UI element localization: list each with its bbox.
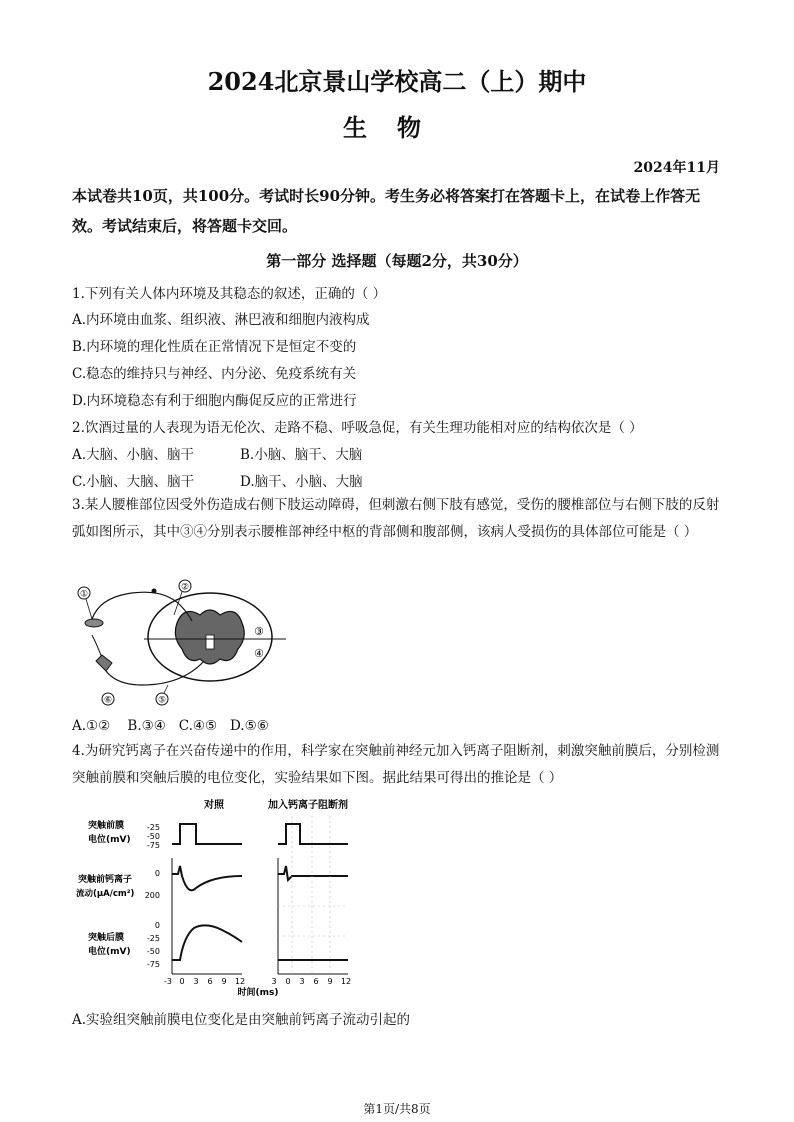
control-presynaptic-trace xyxy=(172,824,242,844)
row3-label-line1: 突触后膜 xyxy=(88,933,125,943)
exam-instructions: 本试卷共10页，共100分。考试时长90分钟。考生务必将答案打在答题卡上，在试卷上作答无效。考试结束后，将答题卡交回。 xyxy=(72,187,701,235)
row2-tick-1: 0 xyxy=(154,869,160,878)
row3-tick-3: -50 xyxy=(146,947,160,956)
question-1-option-c: C.稳态的维持只与神经、内分泌、免疫系统有关 xyxy=(72,366,357,382)
row3-tick-1: 0 xyxy=(154,921,160,930)
exam-date: 2024年11月 xyxy=(633,160,720,176)
x-tick-b5: 9 xyxy=(327,977,333,986)
row2-label-line1: 突触前钙离子 xyxy=(78,875,133,885)
x-tick-b6: 12 xyxy=(340,977,352,986)
question-1-option-d: D.内环境稳态有利于细胞内酶促反应的正常进行 xyxy=(72,393,357,409)
x-tick-c5: 9 xyxy=(221,977,227,986)
x-axis-label: 时间(ms) xyxy=(237,988,279,996)
label-1: ① xyxy=(79,589,89,600)
subject-title: 生物 xyxy=(343,113,451,142)
x-tick-c2: 0 xyxy=(179,977,185,986)
row1-label-line2: 电位(mV) xyxy=(88,835,131,845)
row2-label-line2: 流动(μA/cm²) xyxy=(76,889,135,899)
x-tick-b1: 3 xyxy=(271,977,277,986)
reflex-arc-figure xyxy=(72,575,292,710)
calcium-blocker-figure xyxy=(72,796,362,996)
question-1-stem: 1.下列有关人体内环境及其稳态的叙述，正确的（ ） xyxy=(72,286,387,302)
row3-tick-2: -25 xyxy=(146,934,160,943)
question-3-options xyxy=(72,718,269,734)
section-heading: 第一部分 选择题（每题2分，共30分） xyxy=(266,252,528,270)
question-2-option-b: B.小脑、脑干、大脑 xyxy=(240,447,363,463)
row1-tick-1: -25 xyxy=(146,823,160,832)
label-3: ③ xyxy=(254,625,264,638)
question-2-stem: 2.饮酒过量的人表现为语无伦次、走路不稳、呼吸急促，有关生理功能相对应的结构依次是（ ） xyxy=(72,420,643,436)
col-blocker-label: 加入钙离子阻断剂 xyxy=(268,800,348,811)
x-tick-b3: 3 xyxy=(299,977,305,986)
question-3-stem: 3.某人腰椎部位因受外伤造成右侧下肢运动障碍，但刺激右侧下肢有感觉，受伤的腰椎部位与右侧下肢的反射弧如图所示，其中③④分别表示腰椎部神经中枢的背部侧和腹部侧，该病人受损伤的具体部位可能是（ ） xyxy=(72,497,720,540)
label-5: ⑤ xyxy=(157,695,167,706)
x-tick-c6: 12 xyxy=(234,977,246,986)
x-tick-c3: 3 xyxy=(193,977,199,986)
question-2-option-d: D.脑干、小脑、大脑 xyxy=(240,474,363,490)
label-4: ④ xyxy=(254,647,264,660)
row1-label-line1: 突触前膜 xyxy=(88,821,125,831)
x-tick-b2: 0 xyxy=(285,977,291,986)
question-1-option-b: B.内环境的理化性质在正常情况下是恒定不变的 xyxy=(72,339,357,355)
x-tick-c4: 6 xyxy=(207,977,213,986)
label-2: ② xyxy=(180,582,190,593)
row1-tick-2: -50 xyxy=(146,832,160,841)
label-6: ⑥ xyxy=(103,695,113,706)
question-4-stem: 4.为研究钙离子在兴奋传递中的作用，科学家在突触前神经元加入钙离子阻断剂，刺激突触前膜后，分别检测突触前膜和突触后膜的电位变化，实验结果如下图。据此结果可得出的推论是（ ） xyxy=(72,743,720,786)
control-calcium-trace xyxy=(172,866,242,890)
question-3-option-d: D.⑤⑥ xyxy=(229,718,269,734)
row1-tick-3: -75 xyxy=(146,841,160,850)
row3-tick-4: -75 xyxy=(146,960,160,969)
question-2-option-c: C.小脑、大脑、脑干 xyxy=(72,474,195,490)
row3-label-line2: 电位(mV) xyxy=(88,947,131,957)
x-tick-b4: 6 xyxy=(313,977,319,986)
question-1-option-a: A.内环境由血浆、组织液、淋巴液和细胞内液构成 xyxy=(72,312,370,328)
page-footer: 第1页/共8页 xyxy=(363,1102,431,1116)
x-tick-c1: -3 xyxy=(164,977,172,986)
question-3-option-b: B.③④ xyxy=(127,718,166,734)
exam-title: 2024北京景山学校高二（上）期中 xyxy=(207,67,587,96)
question-3-option-a: A.①② xyxy=(72,718,111,734)
blocker-calcium-trace xyxy=(278,866,348,880)
question-3-option-c: C.④⑤ xyxy=(178,718,218,734)
col-control-label: 对照 xyxy=(204,800,224,811)
row2-tick-2: 200 xyxy=(144,891,160,900)
question-4-option-a: A.实验组突触前膜电位变化是由突触前钙离子流动引起的 xyxy=(72,1012,411,1028)
control-postsynaptic-trace xyxy=(172,925,242,960)
question-2-option-a: A.大脑、小脑、脑干 xyxy=(72,447,195,463)
blocker-presynaptic-trace xyxy=(278,824,348,844)
